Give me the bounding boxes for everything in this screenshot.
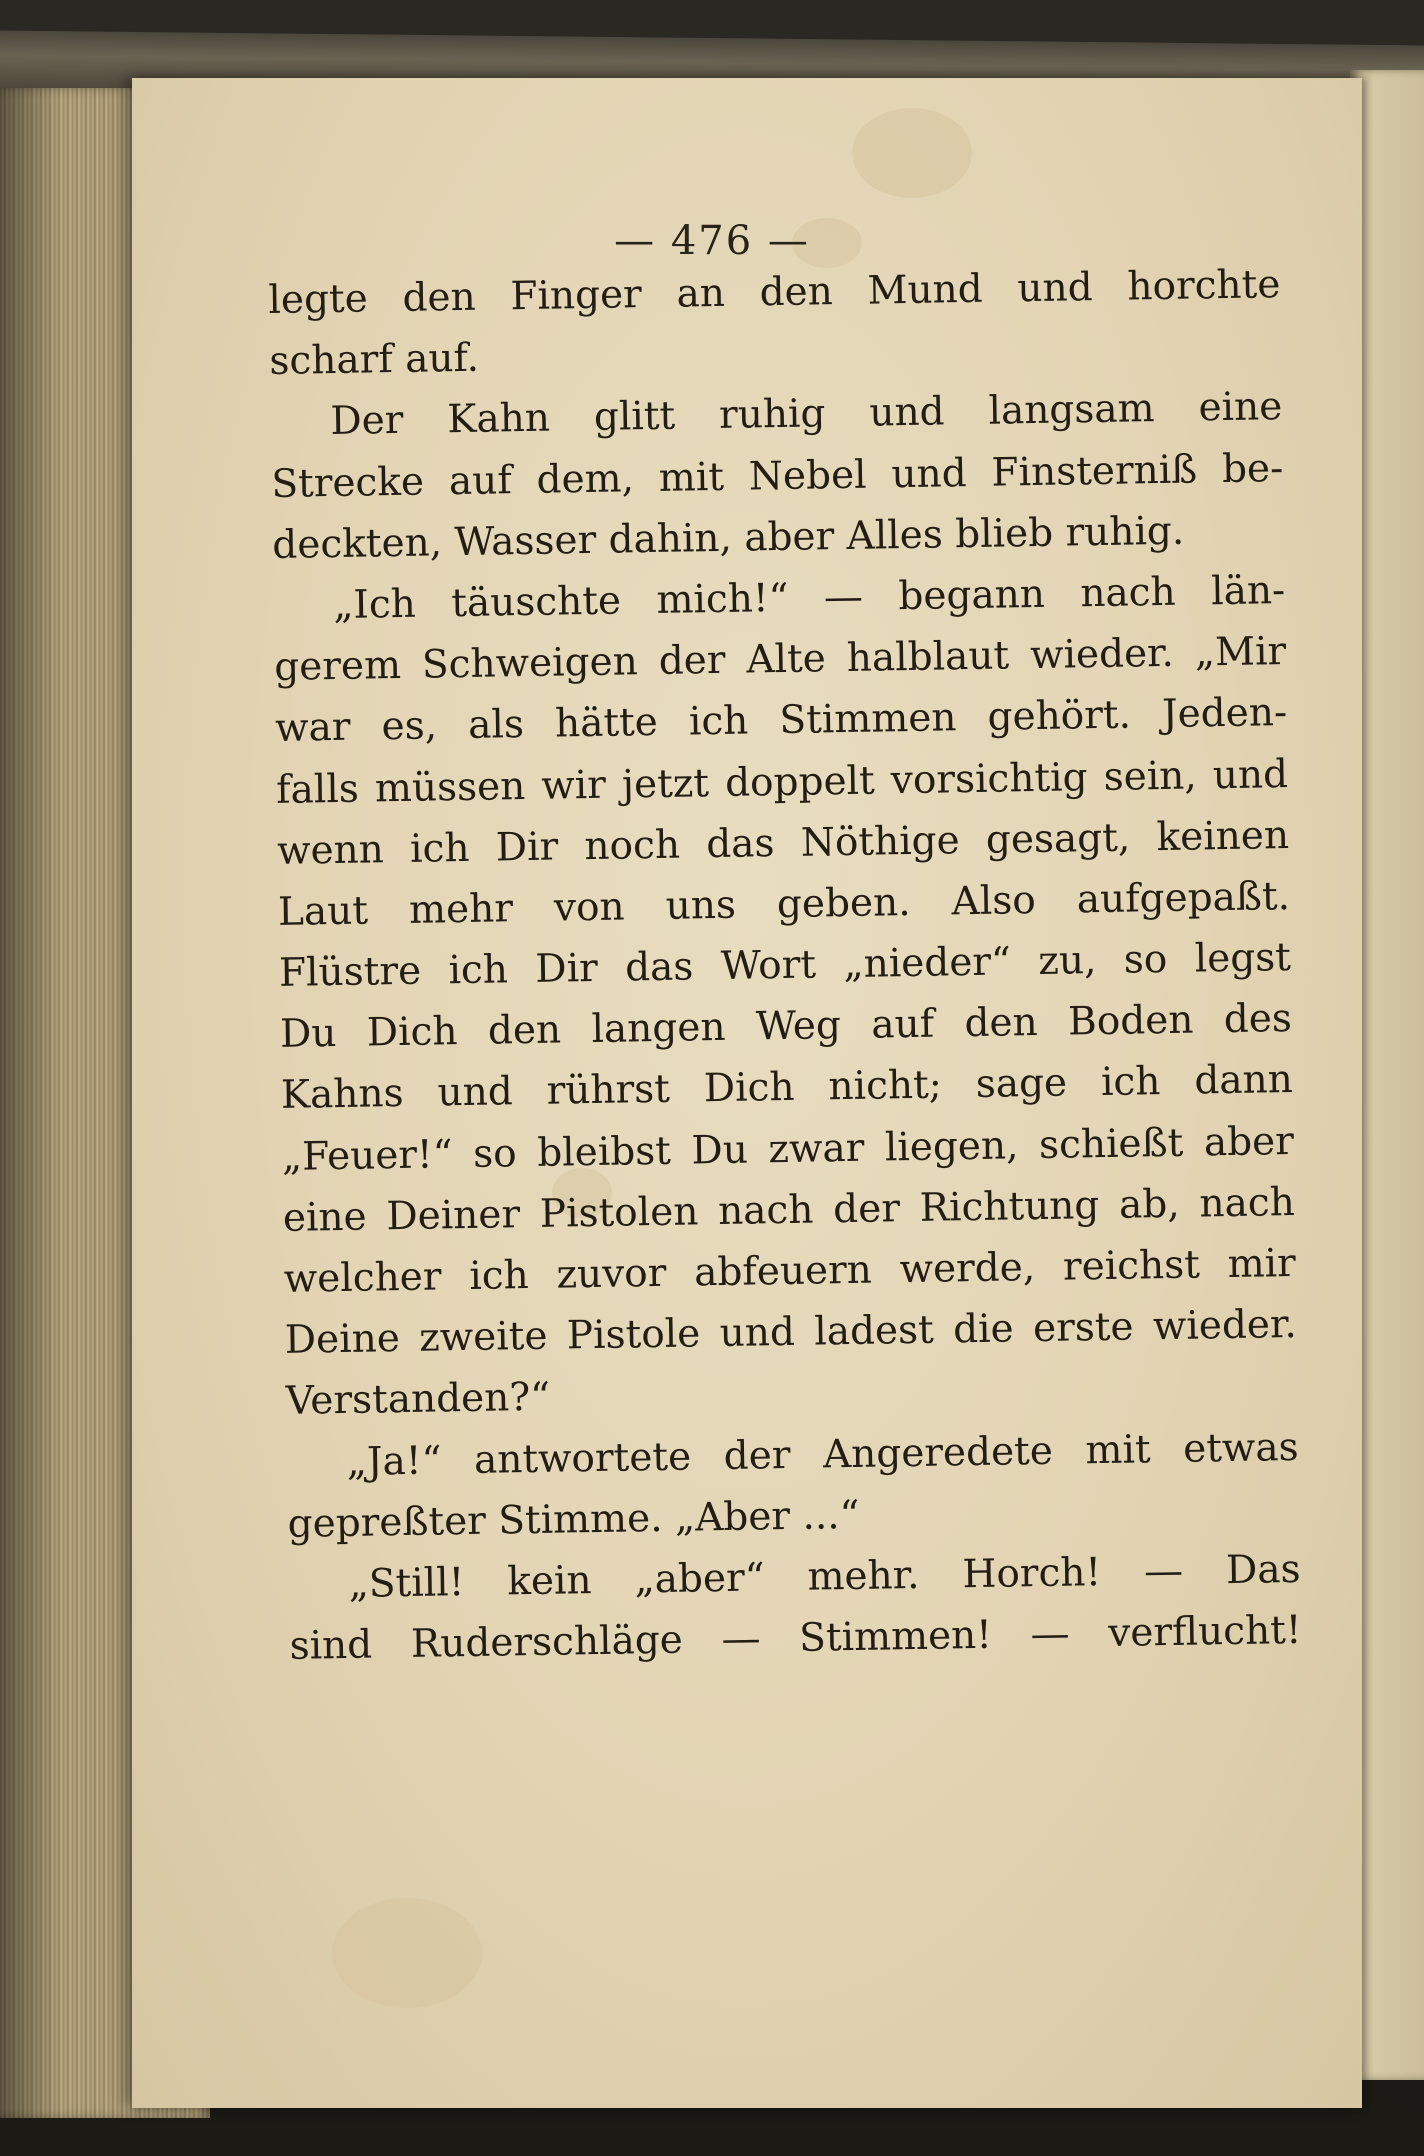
text-line: Der Kahn glitt ruhig und langsam eine (330, 384, 1283, 445)
text-line: „Feuer!“ so bleibst Du zwar liegen, schießt aber (281, 1118, 1295, 1180)
text-line: deckten, Wasser dahin, aber Alles blieb ruhig. (271, 508, 1185, 568)
text-line: „Still! kein „aber“ mehr. Horch! — Das (348, 1546, 1301, 1607)
text-line: falls müssen wir jetzt doppelt vorsichtig sein, und (275, 751, 1289, 813)
text-line: legte den Finger an den Mund und horchte (268, 262, 1281, 323)
text-line: gerem Schweigen der Alte halblaut wieder. „Mir (273, 629, 1287, 691)
text-line: scharf auf. (269, 335, 480, 385)
text-line: „Ja!“ antwortete der Angeredete mit etwas (346, 1424, 1299, 1485)
text-line: war es, als hätte ich Stimmen gehört. Jeden- (274, 690, 1288, 752)
paper-stain (852, 108, 972, 198)
page-number: — 476 — (614, 218, 810, 264)
text-line: Du Dich den langen Weg auf den Boden des (279, 996, 1293, 1058)
text-line: gepreßter Stimme. „Aber ...“ (287, 1492, 860, 1547)
page-edges-shadow (0, 88, 60, 2118)
paper-stain (332, 1898, 482, 2008)
text-line: Deine zweite Pistole und ladest die erste wieder. (284, 1302, 1298, 1364)
text-line: Kahns und rührst Dich nicht; sage ich dann (280, 1057, 1294, 1119)
text-line: Flüstre ich Dir das Wort „nieder“ zu, so legst (278, 935, 1292, 996)
text-line: welcher ich zuvor abfeuern werde, reichst mir (283, 1240, 1297, 1302)
body-text (268, 254, 1302, 1677)
text-line: Strecke auf dem, mit Nebel und Finsterniß be- (271, 445, 1284, 507)
text-line: „Ich täuschte mich!“ — begann nach län- (332, 568, 1286, 628)
text-line: eine Deiner Pistolen nach der Richtung ab, nach (282, 1179, 1296, 1241)
text-line: sind Ruderschläge — Stimmen! — verflucht! (289, 1608, 1302, 1669)
text-line: Verstanden?“ (285, 1375, 551, 1425)
text-line: Laut mehr von uns geben. Also aufgepaßt. (277, 873, 1291, 935)
text-line: wenn ich Dir noch das Nöthige gesagt, keinen (276, 812, 1290, 874)
